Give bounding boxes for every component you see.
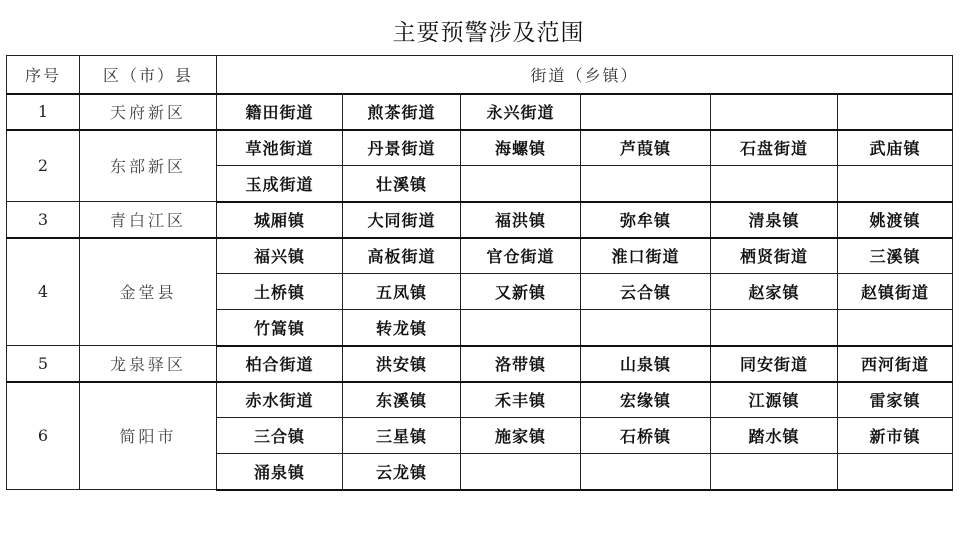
empty-cell (581, 454, 711, 490)
empty-cell (838, 454, 953, 490)
town-cell: 同安街道 (711, 346, 838, 382)
empty-cell (838, 166, 953, 202)
town-cell: 永兴街道 (461, 94, 581, 130)
town-cell: 石桥镇 (581, 418, 711, 454)
table-row (7, 238, 953, 274)
town-cell: 西河街道 (838, 346, 953, 382)
town-cell: 姚渡镇 (838, 202, 953, 238)
town-cell: 禾丰镇 (461, 382, 581, 418)
empty-cell (581, 166, 711, 202)
town-cell: 赵家镇 (711, 274, 838, 310)
town-cell: 海螺镇 (461, 130, 581, 166)
town-cell: 新市镇 (838, 418, 953, 454)
town-cell: 栖贤街道 (711, 238, 838, 274)
town-cell: 淮口街道 (581, 238, 711, 274)
county-name: 天府新区 (80, 94, 217, 130)
town-cell: 籍田街道 (217, 94, 343, 130)
town-cell: 五凤镇 (343, 274, 461, 310)
town-cell: 山泉镇 (581, 346, 711, 382)
table-row (7, 94, 953, 130)
town-cell: 丹景街道 (343, 130, 461, 166)
town-cell: 转龙镇 (343, 310, 461, 346)
empty-cell (711, 310, 838, 346)
town-cell: 芦葭镇 (581, 130, 711, 166)
town-cell: 草池街道 (217, 130, 343, 166)
empty-cell (711, 166, 838, 202)
table-body (7, 94, 953, 490)
table-row (7, 382, 953, 418)
empty-cell (461, 454, 581, 490)
town-cell: 云合镇 (581, 274, 711, 310)
town-cell: 又新镇 (461, 274, 581, 310)
town-cell: 洛带镇 (461, 346, 581, 382)
empty-cell (711, 94, 838, 130)
town-cell: 踏水镇 (711, 418, 838, 454)
town-cell: 三星镇 (343, 418, 461, 454)
town-cell: 煎茶街道 (343, 94, 461, 130)
town-cell: 高板街道 (343, 238, 461, 274)
town-cell: 武庙镇 (838, 130, 953, 166)
town-cell: 云龙镇 (343, 454, 461, 490)
empty-cell (711, 454, 838, 490)
town-cell: 柏合街道 (217, 346, 343, 382)
town-cell: 雷家镇 (838, 382, 953, 418)
town-cell: 官仓街道 (461, 238, 581, 274)
row-index: 4 (7, 238, 80, 346)
town-cell: 赤水街道 (217, 382, 343, 418)
row-index: 3 (7, 202, 80, 238)
town-cell: 洪安镇 (343, 346, 461, 382)
town-cell: 赵镇街道 (838, 274, 953, 310)
county-name: 简阳市 (80, 382, 217, 490)
town-cell: 福兴镇 (217, 238, 343, 274)
row-index: 2 (7, 130, 80, 202)
page-title: 主要预警涉及范围 (392, 20, 585, 46)
row-index: 1 (7, 94, 80, 130)
town-cell: 三溪镇 (838, 238, 953, 274)
row-index: 5 (7, 346, 80, 382)
town-cell: 大同街道 (343, 202, 461, 238)
empty-cell (581, 310, 711, 346)
warning-scope-table (6, 55, 953, 491)
header-county: 区（市）县 (80, 56, 217, 94)
county-name: 金堂县 (80, 238, 217, 346)
town-cell: 土桥镇 (217, 274, 343, 310)
town-cell: 弥牟镇 (581, 202, 711, 238)
header-row (7, 56, 953, 94)
empty-cell (461, 310, 581, 346)
town-cell: 壮溪镇 (343, 166, 461, 202)
town-cell: 江源镇 (711, 382, 838, 418)
town-cell: 玉成街道 (217, 166, 343, 202)
town-cell: 石盘街道 (711, 130, 838, 166)
town-cell: 涌泉镇 (217, 454, 343, 490)
empty-cell (838, 94, 953, 130)
town-cell: 施家镇 (461, 418, 581, 454)
town-cell: 城厢镇 (217, 202, 343, 238)
header-towns: 街道（乡镇） (217, 56, 953, 94)
town-cell: 宏缘镇 (581, 382, 711, 418)
table-row (7, 130, 953, 166)
empty-cell (581, 94, 711, 130)
empty-cell (838, 310, 953, 346)
county-name: 龙泉驿区 (80, 346, 217, 382)
table-row (7, 202, 953, 238)
county-name: 青白江区 (80, 202, 217, 238)
town-cell: 三合镇 (217, 418, 343, 454)
town-cell: 清泉镇 (711, 202, 838, 238)
table-row (7, 346, 953, 382)
town-cell: 竹篙镇 (217, 310, 343, 346)
empty-cell (461, 166, 581, 202)
county-name: 东部新区 (80, 130, 217, 202)
row-index: 6 (7, 382, 80, 490)
town-cell: 福洪镇 (461, 202, 581, 238)
header-index: 序号 (7, 56, 80, 94)
town-cell: 东溪镇 (343, 382, 461, 418)
